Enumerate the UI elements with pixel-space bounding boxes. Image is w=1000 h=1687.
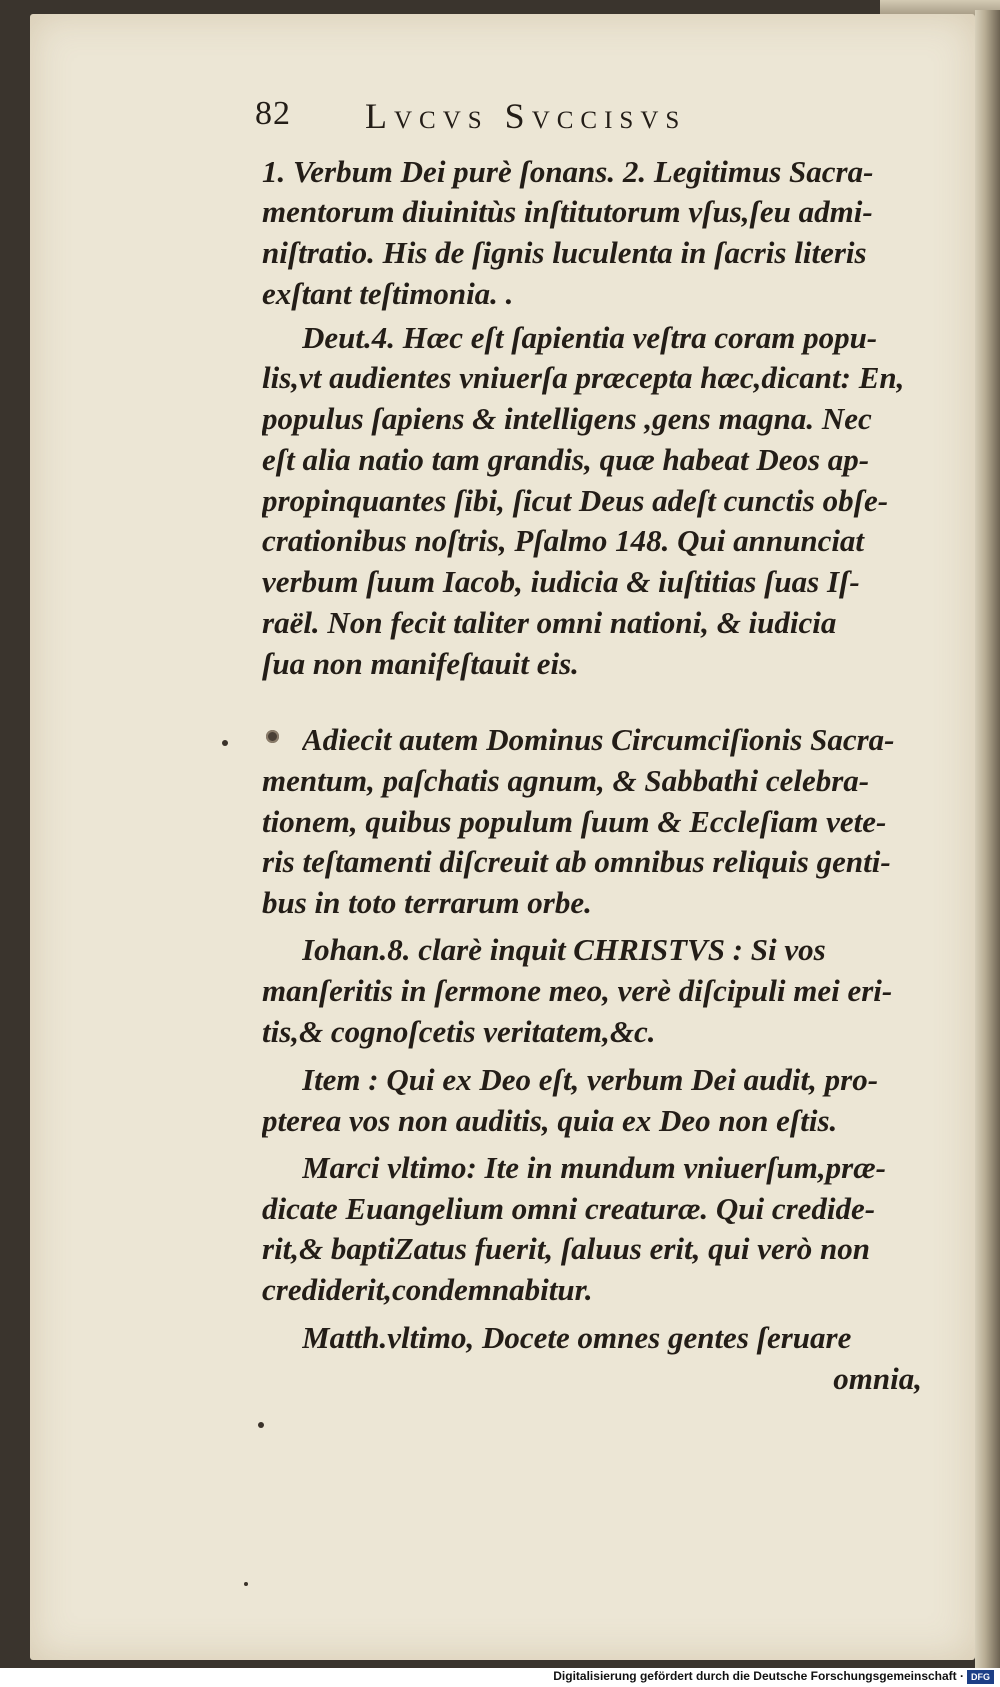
text-line: 1. Verbum Dei purè ſonans. 2. Legitimus Sacra- [262,154,874,189]
text-line: ris teſtamenti diſcreuit ab omnibus reliquis genti- [262,844,891,879]
text-line: pterea vos non auditis, quia ex Deo non eſtis. [262,1103,838,1138]
running-head [255,95,815,145]
text-line: eſt alia natio tam grandis, quæ habeat Deos ap- [262,442,870,477]
text-line: manſeritis in ſermone meo, verè diſcipuli mei eri- [262,973,893,1008]
text-line: verbum ſuum Iacob, iudicia & iuſtitias ſuas Iſ- [262,564,860,599]
text-line: Item : Qui ex Deo eſt, verbum Dei audit, pro- [302,1062,879,1097]
text-line: raël. Non fecit taliter omni nationi, & iudicia [262,605,837,640]
text-line: Iohan.8. clarè inquit CHRISTVS : Si vos [302,932,826,967]
ink-speck [222,740,228,746]
running-title: Lvcvs Svccisvs [365,96,687,136]
catchword: omnia, [833,1361,922,1396]
book-edge-right [975,10,1000,1670]
footer-credit: Digitalisierung gefördert durch die Deutsche Forschungsgemeinschaft · [553,1669,964,1683]
text-line: mentum, paſchatis agnum, & Sabbathi celebra- [262,763,870,798]
text-line: exſtant teſtimonia. . [262,276,514,311]
text-line: dicate Euangelium omni creaturæ. Qui credide- [262,1191,876,1226]
text-line: mentorum diuinitùs inſtitutorum vſus,ſeu admi- [262,194,873,229]
text-line: Deut.4. Hæc eſt ſapientia veſtra coram popu- [302,320,878,355]
text-line: niſtratio. His de ſignis luculenta in ſacris literis [262,235,867,270]
text-line: rit,& baptiZatus fuerit, ſaluus erit, qui verò non [262,1231,871,1266]
ink-speck [244,1582,248,1586]
text-line: tionem, quibus populum ſuum & Eccleſiam vete- [262,804,887,839]
text-line: propinquantes ſibi, ſicut Deus adeſt cunctis obſe- [262,483,889,518]
paragraph-mark-icon [266,730,279,743]
text-line: crediderit,condemnabitur. [262,1272,593,1307]
text-line: Matth.vltimo, Docete omnes gentes ſeruare [302,1320,852,1355]
text-line: populus ſapiens & intelligens ,gens magna. Nec [262,401,872,436]
text-line: Marci vltimo: Ite in mundum vniuerſum,præ- [302,1150,886,1185]
page-number: 82 [255,95,291,132]
digitization-footer [0,1668,1000,1687]
text-line: tis,& cognoſcetis veritatem,&c. [262,1014,656,1049]
text-line: lis,vt audientes vniuerſa præcepta hæc,dicant: En, [262,360,905,395]
dfg-logo: DFG [967,1670,994,1684]
text-line: ſua non manifeſtauit eis. [262,646,579,681]
ink-speck [258,1422,264,1428]
text-line: Adiecit autem Dominus Circumciſionis Sacra- [302,722,895,757]
text-line: bus in toto terrarum orbe. [262,885,592,920]
text-line: crationibus noſtris, Pſalmo 148. Qui annunciat [262,523,865,558]
